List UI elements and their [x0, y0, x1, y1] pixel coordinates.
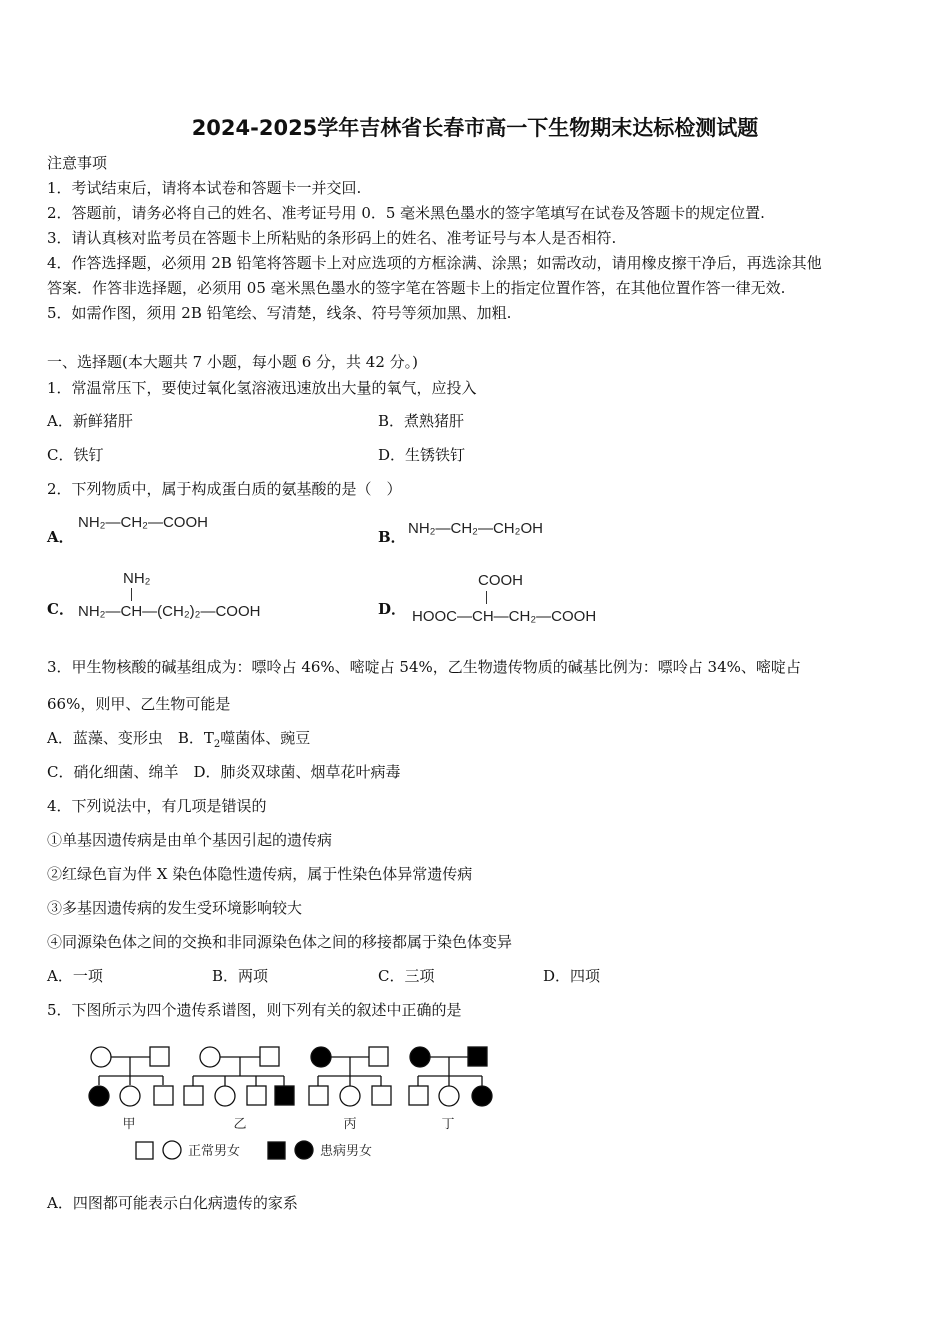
pedigree-label-ding: 丁: [441, 1117, 455, 1132]
pedigree-female-affected: [410, 1047, 430, 1067]
legend-affected-label: 患病男女: [320, 1144, 373, 1159]
q4-stem: 4．下列说法中，有几项是错误的: [47, 797, 267, 815]
q4-item: ④同源染色体之间的交换和非同源染色体之间的移接都属于染色体变异: [47, 933, 513, 951]
q2-formula-b: NH₂—CH₂—CH₂OH: [408, 520, 543, 537]
pedigree-label-yi: 乙: [233, 1117, 247, 1132]
legend-male-normal: [136, 1142, 153, 1159]
pedigree-female-normal: [439, 1086, 459, 1106]
q3-option-a[interactable]: A．蓝藻、变形虫: [47, 729, 178, 747]
notice-item: 3．请认真核对监考员在答题卡上所粘贴的条形码上的姓名、准考证号与本人是否相符.: [47, 229, 617, 247]
pedigree-male-normal: [309, 1086, 328, 1105]
pedigree-male-affected: [275, 1086, 294, 1105]
q2-formula-d-main: HOOC—CH—CH₂—COOH: [412, 608, 597, 625]
pedigree-male-normal: [409, 1086, 428, 1105]
notice-item: 5．如需作图，须用 2B 铅笔绘、写清楚，线条、符号等须加黑、加粗.: [47, 304, 512, 322]
q3-option-b-subscript: 2: [213, 739, 221, 750]
legend-female-affected: [295, 1141, 313, 1159]
notice-item: 2．答题前，请务必将自己的姓名、准考证号用 0．5 毫米黑色墨水的签字笔填写在试卷及答题卡的规定位置.: [47, 204, 765, 222]
q2-formula-a: NH₂—CH₂—COOH: [78, 514, 208, 531]
notice-heading: 注意事项: [47, 154, 108, 172]
q1-option-a[interactable]: A．新鲜猪肝: [47, 412, 133, 430]
q4-option-b[interactable]: B．两项: [212, 967, 269, 985]
q3-option-b-text2: 噬菌体、豌豆: [220, 729, 311, 747]
q4-item: ②红绿色盲为伴 X 染色体隐性遗传病，属于性染色体异常遗传病: [47, 865, 473, 883]
q4-option-a[interactable]: A．一项: [47, 967, 103, 985]
q1-stem: 1．常温常压下，要使过氧化氢溶液迅速放出大量的氧气，应投入: [47, 379, 477, 397]
pedigree-female-normal: [215, 1086, 235, 1106]
q4-option-c[interactable]: C．三项: [378, 967, 435, 985]
q3-options-cd[interactable]: C．硝化细菌、绵羊 D．肺炎双球菌、烟草花叶病毒: [47, 763, 401, 781]
q1-option-c[interactable]: C．铁钉: [47, 446, 104, 464]
legend-normal-label: 正常男女: [188, 1144, 241, 1159]
pedigree-jia: [89, 1047, 173, 1106]
pedigree-label-bing: 丙: [343, 1117, 357, 1132]
q2-formula-c-bond: [131, 588, 132, 601]
pedigree-female-affected: [472, 1086, 492, 1106]
pedigree-male-normal: [372, 1086, 391, 1105]
q3-option-b[interactable]: [177, 729, 311, 750]
notice-item: 1．考试结束后，请将本试卷和答题卡一并交回.: [47, 179, 362, 197]
pedigree-ding: [409, 1047, 492, 1106]
q2-option-c-label[interactable]: C．: [47, 600, 74, 618]
notice-item: 答案．作答非选择题，必须用 05 毫米黑色墨水的签字笔在答题卡上的指定位置作答，在其他位置作答一律无效.: [47, 279, 786, 297]
q4-item: ①单基因遗传病是由单个基因引起的遗传病: [47, 831, 333, 849]
notice-item: 4．作答选择题，必须用 2B 铅笔将答题卡上对应选项的方框涂满、涂黑；如需改动，请用橡皮擦干净后，再选涂其他: [47, 254, 822, 272]
pedigree-male-normal: [150, 1047, 169, 1066]
pedigree-female-affected: [89, 1086, 109, 1106]
page-title: 2024-2025学年吉林省长春市高一下生物期末达标检测试题: [191, 116, 759, 140]
pedigree-male-normal: [247, 1086, 266, 1105]
pedigree-female-affected: [311, 1047, 331, 1067]
pedigree-male-normal: [369, 1047, 388, 1066]
pedigree-female-normal: [340, 1086, 360, 1106]
pedigree-male-normal: [260, 1047, 279, 1066]
q3-stem-line2: 66%，则甲、乙生物可能是: [47, 695, 231, 713]
q2-stem: 2．下列物质中，属于构成蛋白质的氨基酸的是（ ）: [47, 480, 402, 498]
pedigree-female-normal: [120, 1086, 140, 1106]
pedigree-female-normal: [91, 1047, 111, 1067]
pedigree-male-normal: [154, 1086, 173, 1105]
q1-option-b[interactable]: B．煮熟猪肝: [378, 412, 465, 430]
q2-formula-d-bond: [486, 591, 487, 604]
pedigree-figure: [80, 1040, 510, 1170]
q3-stem-line1: 3．甲生物核酸的碱基组成为：嘌呤占 46%、嘧啶占 54%，乙生物遗传物质的碱基比例为：嘌呤占 34%、嘧啶占: [47, 658, 801, 676]
legend-male-affected: [268, 1142, 285, 1159]
q3-option-b-text: B．T: [177, 729, 214, 747]
q2-formula-c-main: NH₂—CH—(CH₂)₂—COOH: [78, 603, 261, 620]
q2-option-b-label[interactable]: B．: [378, 528, 406, 546]
q2-formula-c-top: NH₂: [123, 570, 151, 587]
pedigree-male-affected: [468, 1047, 487, 1066]
q2-option-a-label[interactable]: A．: [47, 528, 74, 546]
pedigree-bing: [309, 1047, 391, 1106]
q4-option-d[interactable]: D．四项: [543, 967, 601, 985]
q2-formula-d-top: COOH: [478, 572, 523, 589]
section-heading: 一、选择题(本大题共 7 小题，每小题 6 分，共 42 分。): [47, 353, 418, 371]
legend-female-normal: [163, 1141, 181, 1159]
q5-stem: 5．下图所示为四个遗传系谱图，则下列有关的叙述中正确的是: [47, 1001, 462, 1019]
q2-option-d-label[interactable]: D．: [378, 600, 407, 618]
pedigree-male-normal: [184, 1086, 203, 1105]
q5-option-a[interactable]: A．四图都可能表示白化病遗传的家系: [47, 1194, 298, 1212]
q1-option-d[interactable]: D．生锈铁钉: [378, 446, 466, 464]
pedigree-label-jia: 甲: [122, 1117, 136, 1132]
q3-options-ab: [47, 727, 310, 750]
pedigree-yi: [184, 1047, 294, 1106]
pedigree-female-normal: [200, 1047, 220, 1067]
q4-item: ③多基因遗传病的发生受环境影响较大: [47, 899, 303, 917]
